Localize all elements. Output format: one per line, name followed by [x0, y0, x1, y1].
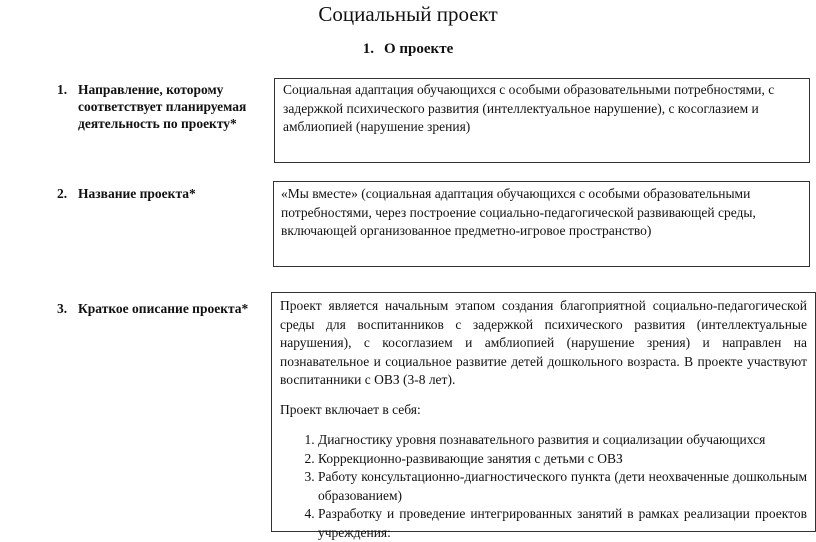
project-description-field [271, 292, 816, 540]
list-item: 2. Коррекционно-развивающие занятия с детьми с ОВЗ [318, 450, 807, 469]
list-item: 1. Диагностику уровня познавательного развития и социализации обучающихся [318, 431, 807, 450]
project-name-value: «Мы вместе» (социальная адаптация обучающихся с особыми образовательными потребностями, через построение социально-педагогической развивающей среды, включающей организованное предметно-игровое пространство) [281, 186, 756, 238]
direction-value: Социальная адаптация обучающихся с особыми образовательными потребностями, с задержкой психического развития (интеллектуальное нарушение), с косоглазием и амблиопией (нарушение зрения) [283, 82, 775, 134]
includes-list [280, 431, 807, 542]
row-label-direction [57, 81, 262, 132]
row-label-text: Название проекта* [78, 186, 196, 201]
description-paragraph: Проект является начальным этапом создания благоприятной социально-педагогической среды для воспитанников с задержкой психического развития (интеллектуальные нарушения), с косоглазием и амблиопией (нарушение зрения) и направлен на познавательное и социальное развитие детей дошкольного возраста. В проекте участвуют воспитанники с ОВЗ (3-8 лет). [280, 298, 807, 387]
project-name-field [273, 181, 810, 267]
row-label-text: Направление, которому соответствует планируемая деятельность по проекту* [78, 82, 247, 131]
direction-field [274, 78, 810, 163]
row-number: 2. [57, 186, 68, 201]
document-title: Социальный проект [318, 2, 498, 26]
list-item: 3. Работу консультационно-диагностического пункта (дети неохваченные дошкольным образованием) [318, 468, 807, 505]
section-number: 1. [362, 41, 374, 57]
row-label-text: Краткое описание проекта* [78, 301, 249, 316]
includes-label: Проект включает в себя: [280, 401, 421, 417]
row-label-description [57, 300, 262, 317]
list-item: 4. Разработку и проведение интегрированных занятий в рамках реализации проектов учреждения: [318, 505, 807, 542]
row-label-project-name [57, 185, 262, 202]
row-number: 1. [57, 82, 68, 97]
section-heading [0, 40, 816, 58]
row-number: 3. [57, 301, 68, 316]
section-title: О проекте [384, 41, 454, 57]
